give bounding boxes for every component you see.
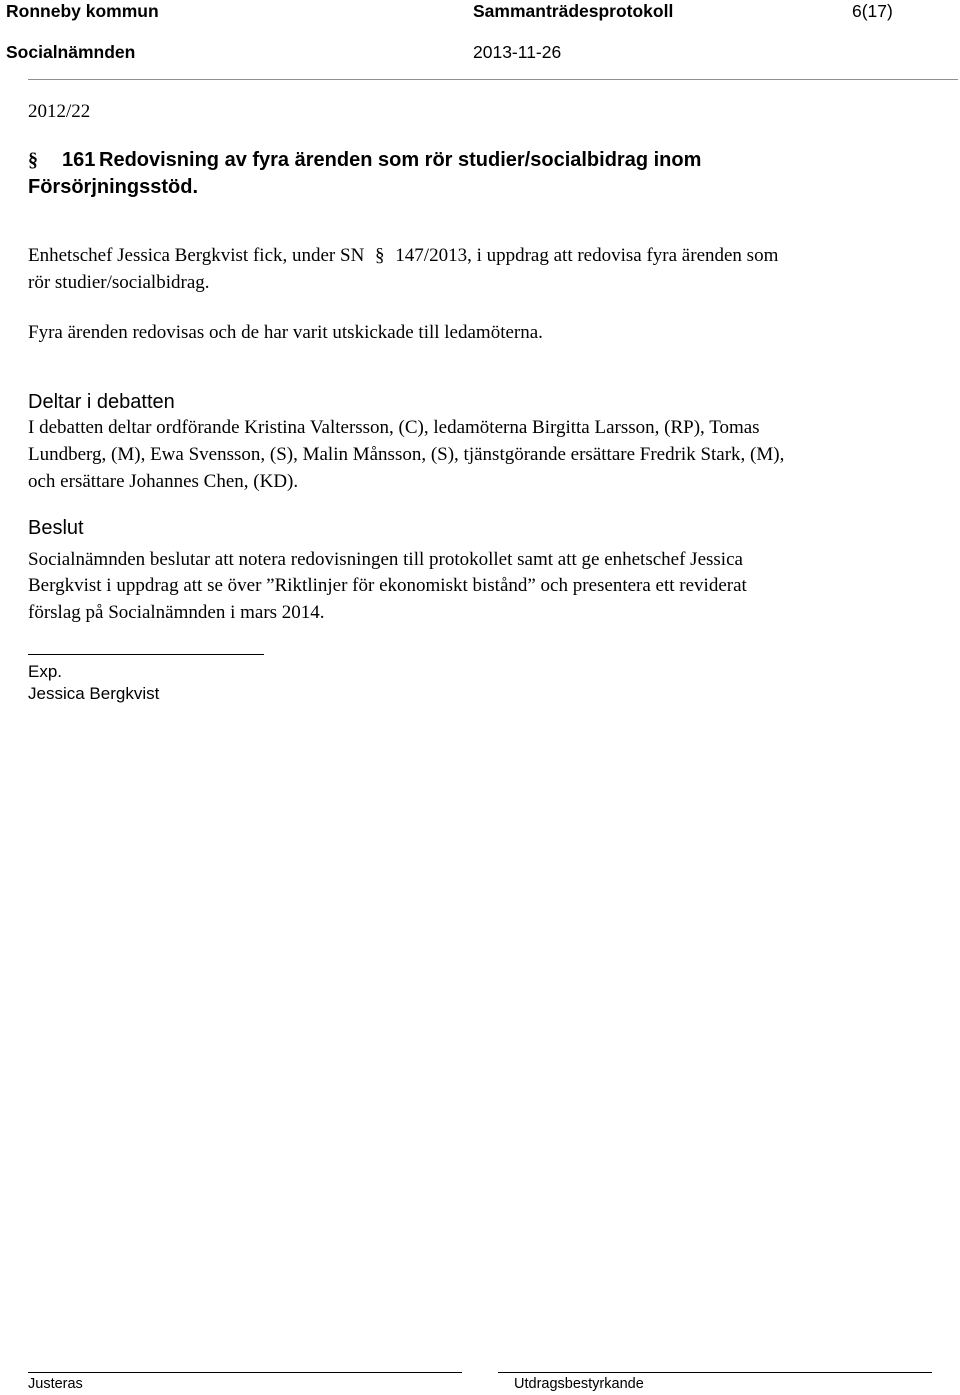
footer-justeras-label: Justeras	[28, 1376, 83, 1392]
intro-line3: Fyra ärenden redovisas och de har varit utskickade till ledamöterna.	[28, 322, 543, 343]
intro-line1-start: Enhetschef Jessica Bergkvist fick, under SN	[28, 245, 365, 266]
footer-utdragsbestyrkande-label: Utdragsbestyrkande	[514, 1376, 644, 1392]
distribution-recipient: Jessica Bergkvist	[28, 684, 160, 703]
footer-rule-left	[28, 1372, 462, 1373]
municipality-name: Ronneby kommun	[6, 1, 159, 21]
section-title-line2: Försörjningsstöd.	[28, 176, 198, 198]
decision-line1: Socialnämnden beslutar att notera redovisningen till protokollet samt att ge enhetschef Jessica	[28, 549, 743, 570]
header-divider	[28, 79, 958, 80]
section-title-line1: Redovisning av fyra ärenden som rör studier/socialbidrag inom	[99, 149, 702, 171]
section-symbol-inline: §	[375, 245, 385, 266]
intro-line2: rör studier/socialbidrag.	[28, 272, 210, 293]
debate-line1: I debatten deltar ordförande Kristina Valtersson, (C), ledamöterna Birgitta Larsson, (RP), Tomas	[28, 417, 760, 438]
debate-line3: och ersättare Johannes Chen, (KD).	[28, 471, 299, 492]
page-number: 6(17)	[852, 1, 893, 21]
decision-line3: förslag på Socialnämnden i mars 2014.	[28, 602, 325, 623]
decision-heading: Beslut	[28, 517, 84, 539]
section-symbol: §	[28, 149, 38, 171]
footer-rule-right	[498, 1372, 932, 1373]
intro-line1	[28, 243, 778, 269]
document-type: Sammanträdesprotokoll	[473, 1, 674, 21]
meeting-date: 2013-11-26	[473, 42, 562, 62]
debate-heading: Deltar i debatten	[28, 391, 175, 413]
intro-line1-end: 147/2013, i uppdrag att redovisa fyra ärenden som	[395, 245, 779, 266]
committee-name: Socialnämnden	[6, 42, 136, 62]
case-number: 2012/22	[28, 101, 91, 122]
debate-line2: Lundberg, (M), Ewa Svensson, (S), Malin Månsson, (S), tjänstgörande ersättare Fredrik Stark, (M),	[28, 444, 785, 465]
decision-line2: Bergkvist i uppdrag att se över ”Riktlinjer för ekonomiskt bistånd” och presentera ett reviderat	[28, 575, 747, 596]
signature-line	[28, 654, 264, 655]
distribution-label: Exp.	[28, 662, 63, 681]
section-number: 161	[62, 149, 96, 171]
